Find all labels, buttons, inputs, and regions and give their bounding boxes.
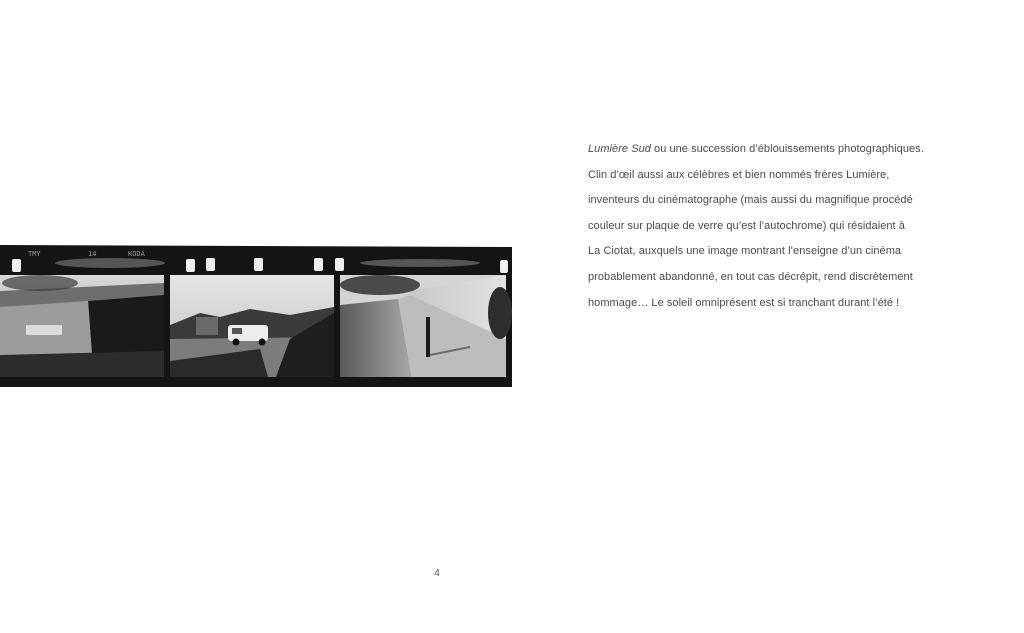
frame-2 xyxy=(170,275,334,377)
frame-3 xyxy=(340,275,512,379)
edge-mark-14: 14 xyxy=(88,250,97,258)
page-number: 4 xyxy=(434,568,440,579)
text-line-2: Clin d’œil aussi aux célèbres et bien nommés frères Lumière, xyxy=(588,168,890,181)
frame-1 xyxy=(0,275,164,377)
text-line-7: hommage… Le soleil omniprésent est si tranchant durant l’été ! xyxy=(588,296,900,309)
text-line-4: couleur sur plaque de verre qu’est l’autochrome) qui résidaient à xyxy=(588,219,905,232)
text-line-6: probablement abandonné, en tout cas décrépit, rend discrètement xyxy=(588,270,913,283)
edge-mark-tmy: TMY xyxy=(28,250,41,258)
film-contact-strip-photo xyxy=(0,243,512,389)
caption-text-block xyxy=(588,137,968,316)
text-line-3: inventeurs du cinématographe (mais aussi du magnifique procédé xyxy=(588,194,913,207)
title-italic: Lumière Sud xyxy=(588,143,651,155)
text-line-1 xyxy=(588,137,968,163)
edge-mark-koda: KODA xyxy=(128,250,145,258)
text-line-5: La Ciotat, auxquels une image montrant l’enseigne d’un cinéma xyxy=(588,245,902,258)
text-line-1-rest: ou une succession d’éblouissements photographiques. xyxy=(650,143,924,155)
